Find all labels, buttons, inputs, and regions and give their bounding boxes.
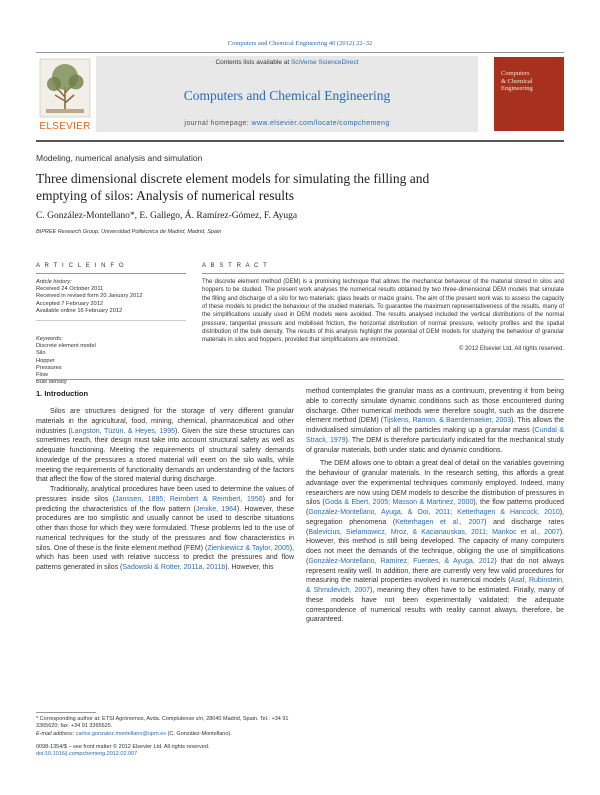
authors: C. González-Montellano*, E. Gallego, Á. Ramírez-Gómez, F. Ayuga [36, 211, 298, 221]
cover-title-line: & Chemical [501, 77, 533, 85]
history-item: Received 24 October 2011 [36, 286, 104, 293]
section-heading-introduction: 1. Introduction [36, 389, 89, 398]
journal-title: Computers and Chemical Engineering [183, 88, 391, 103]
abstract-bottom-rule [36, 379, 564, 380]
homepage-prefix: journal homepage: [184, 120, 252, 127]
text-run: ). This allows the individualised simulation of all the particles making up a granular mass ( [306, 417, 564, 434]
title-line-2: emptying of silos: Analysis of numerical results [36, 188, 294, 203]
footnotes [36, 716, 294, 758]
email-label: E-mail address: [36, 730, 76, 737]
corresponding-author-note: * Corresponding author at: ETSI Agrónomos, Avda. Complutense s/n, 28040 Madrid, Spain. Tel.: +34 91 3365620; fax: +34 91 3365625. [36, 716, 289, 730]
history-item: Accepted 7 February 2012 [36, 300, 104, 307]
citation-link[interactable]: Janssen, 1895; Reimbert & Reimbert, 1956 [115, 495, 263, 503]
doi-link[interactable]: doi:10.1016/j.compchemeng.2012.02.007 [36, 751, 138, 758]
keyword: Flow [36, 372, 49, 379]
text-run: method contemplates the granular mass as a continuum, preventing it from being able to correctly simulate dynamic conditions such as those encountered during discharge. Other numerical methods were therefore sought, such as the discrete element method (DEM) ( [306, 388, 564, 425]
text-run: ). However, this [225, 564, 274, 571]
paragraph [36, 485, 294, 573]
header-bottom-rule [36, 140, 564, 142]
citation-link[interactable]: Goda & Ebert, 2005; Masson & Martinez, 2000 [324, 499, 474, 507]
doi-line [36, 751, 294, 758]
text-run: ) that do not always represent reality well. In addition, there are currently very few valid procedures for measuring the material properties involved in numerical models ( [306, 557, 564, 585]
affiliation: BIPREE Research Group, Universidad Politécnica de Madrid, Madrid, Spain [36, 229, 222, 235]
journal-cover-image [494, 57, 564, 131]
text-run: ). However, this method is still being developed. The capacity of many computers does not meet the demands of the technique, obliging the use of simplifications ( [306, 528, 564, 565]
citation-link[interactable]: Jenike, 1964 [195, 505, 237, 513]
keyword: Pressures [36, 364, 62, 371]
history-item: Available online 16 February 2012 [36, 307, 123, 314]
journal-cover-title [501, 70, 559, 93]
abstract-rule [202, 273, 564, 274]
article-history [36, 279, 191, 315]
contents-line [96, 59, 478, 66]
text-run: ) and for predicting the characteristics of the flow pattern ( [36, 495, 294, 513]
keywords-label: Keywords: [36, 336, 63, 342]
text-run: ). The DEM is therefore particularly indicated for the mechanical study of granular materials, both under static and dynamic conditions. [306, 436, 564, 454]
homepage-link[interactable]: www.elsevier.com/locate/compchemeng [251, 120, 390, 127]
paragraph [306, 459, 564, 625]
keyword: Bulk density [36, 379, 67, 386]
history-item: Received in revised form 20 January 2012 [36, 293, 143, 300]
citation-link[interactable]: Langston, Tüzün, & Heyes, 1995 [70, 427, 175, 435]
publisher-logo-text: ELSEVIER [39, 121, 91, 132]
section-category: Modeling, numerical analysis and simulation [36, 153, 203, 163]
title-line-1: Three dimensional discrete element models for simulating the filling and [36, 171, 430, 186]
cover-title-line: Computers [501, 70, 530, 77]
keyword: Silo [36, 350, 46, 357]
citation-link[interactable]: Sadowski & Rotter, 2011a, 2011b [122, 564, 226, 571]
paragraph [306, 387, 564, 455]
email-owner: (C. González-Montellano). [166, 730, 232, 737]
text-run: ), the flow patterns produced ( [306, 499, 565, 516]
paragraph [36, 407, 294, 485]
copyright: © 2012 Elsevier Ltd. All rights reserved. [458, 345, 564, 352]
citation-link[interactable]: González-Montellano, Ayuga, & Ooi, 2011; Ketterhagen & Hancock, 2010 [308, 509, 560, 516]
text-run: ), which has been used with relative success to predict the pressures and flow patterns generated in silos ( [36, 544, 295, 571]
citation-link[interactable]: Tijskens, Ramon, & Baerdemaeker, 2003 [383, 417, 512, 425]
history-label: Article history: [36, 279, 72, 285]
text-run: ), meaning they often have to be estimated. Finally, many of these models have not been experimentally validated; the adequate correspondence of numerical results with reality cannot always, therefore, be guaranteed. [306, 587, 564, 624]
text-run: ). However, these procedures are too simplistic and usually cannot be used to describe situations other than those for which they were formulated. These problems led to the use of numerical techniques for the study of the pressures and flow characteristics in silos. One of these is the finite element method (FEM) ( [36, 505, 295, 552]
paper-title [36, 170, 564, 204]
text-run: Traditionally, analytical procedures have been used to determine the values of pressures inside silos ( [36, 486, 294, 503]
citation-link[interactable]: Ketterhagen et al., 2007 [395, 518, 485, 526]
text-run: ). Given the size these structures can sometimes reach, their design must take into account structural safety as well as adequate functioning. Meeting the requirements of structural safety demands knowledge of the pressures a stored material will exert on the silo walls, while meeting the requirements of functionality demands an understanding of the factors that affect the flow of the stored material during discharge. [36, 427, 295, 484]
sciencedirect-link[interactable]: SciVerse ScienceDirect [290, 59, 359, 66]
citation-link[interactable]: Zienkiewicz & Taylor, 2005 [207, 544, 290, 552]
text-run: ) and discharge rates ( [306, 518, 564, 536]
contents-prefix: Contents lists available at [215, 59, 291, 66]
keyword: Hopper [36, 357, 55, 364]
article-info-heading: A R T I C L E I N F O [36, 263, 126, 269]
footnote-rule [36, 712, 96, 713]
abstract-body: The discrete element method (DEM) is a promising technique that allows the mechanical behaviour of the material stored in silos and hoppers to be studied. The present work analyses the numerical results obtained by two three-dimensional DEM models that simulate the filling and discharge of a silo for two materials: glass beads or maize grains. The aim of the present work was to assess the capacity of these models to predict the behaviour of the studied materials. To guarantee the maximum representativeness of the results, many of the simplifications usually used in DEM models were avoided. The results analysed included the vertical distributions of the normal pressure, tangential pressure and mobilised friction, the horizontal distribution of normal pressure, velocity profiles and the spatial distribution of the bulk density. The results of this analysis highlight the potential of DEM models for studying the behaviour of granular materials in silos and hoppers, provided that simplifications are minimized. [202, 279, 564, 344]
email-note [36, 731, 294, 738]
keyword: Discrete element model [36, 343, 96, 350]
citation-link[interactable]: Cundal & Strack, 1979 [306, 427, 565, 444]
right-column [306, 387, 564, 625]
keywords-rule [36, 320, 186, 321]
journal-homepage [96, 120, 478, 127]
email-link[interactable]: carlos.gonzalez.montellano@upm.es [75, 730, 167, 737]
left-column [36, 407, 294, 573]
text-run: ), segregation phenomena ( [306, 509, 564, 526]
text-run: The DEM allows one to obtain a great deal of detail on the variables governing the behaviour of granular materials. In the research setting, this affords a great advantage over the experimental techniques commonly employed. Indeed, many researchers are now using DEM models to describe the distribution of pressures in silos ( [306, 460, 564, 507]
elsevier-tree-logo [36, 57, 94, 131]
citation-link[interactable]: Balevicius, Sielamowicz, Mroz, & Kacianauskas, 2011; Mankoc et al., 2007 [308, 528, 560, 536]
citation-link[interactable]: Asaf, Rubinstein, & Shmulevich, 2007 [306, 577, 565, 594]
citation-link[interactable]: González-Montellano, Ramírez, Fuentes, & Ayuga, 2012 [308, 557, 495, 565]
running-head: Computers and Chemical Engineering 40 (2012) 22–32 [227, 40, 373, 47]
elsevier-tree-icon [36, 57, 94, 119]
header-top-rule [36, 52, 564, 53]
cover-title-line: Engineering [501, 85, 533, 92]
text-run: Silos are structures designed for the storage of very different granular materials in the agricultural, food, mining, chemical, pharmaceutical and other industries ( [36, 408, 294, 435]
article-info-rule [36, 273, 186, 274]
abstract-text [202, 278, 564, 353]
abstract-heading: A B S T R A C T [202, 263, 269, 269]
issn-line: 0098-1354/$ – see front matter © 2012 Elsevier Ltd. All rights reserved. [36, 743, 210, 750]
